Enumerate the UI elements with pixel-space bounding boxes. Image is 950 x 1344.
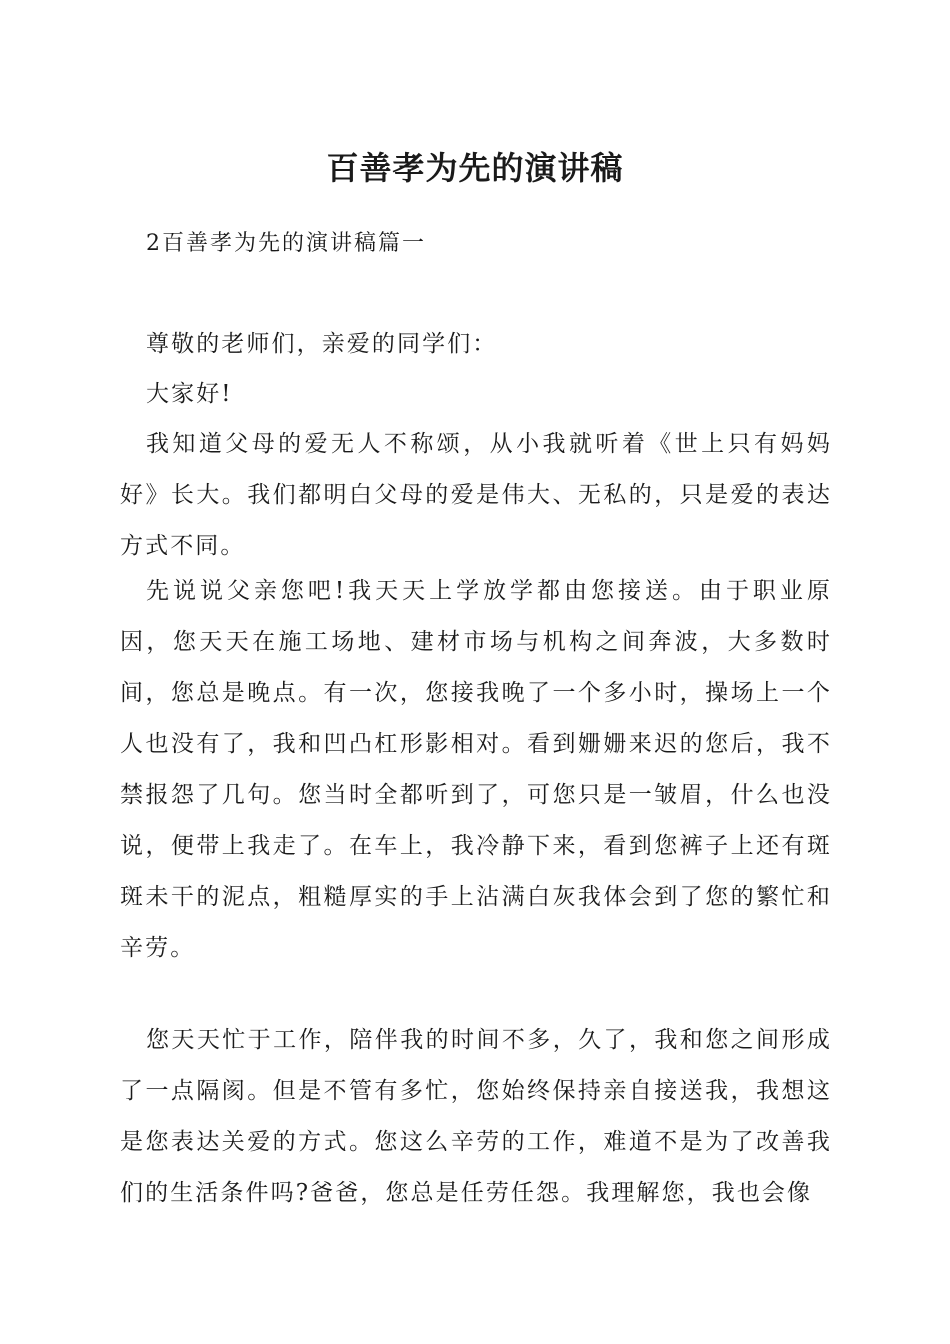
paragraph-greeting: 尊敬的老师们，亲爱的同学们： — [146, 331, 498, 357]
paragraph-father-work: 您天天忙于工作，陪伴我的时间不多，久了，我和您之间形成了一点隔阂。但是不管有多忙，您始终保持亲自接送我，我想这是您表达关爱的方式。您这么辛劳的工作，难道不是为了改善我们的生活条件吗?爸爸，您总是任劳任怨。我理解您，我也会像 — [120, 1027, 832, 1206]
document-subtitle: 2百善孝为先的演讲稿篇一 — [146, 231, 426, 256]
paragraph-hello: 大家好! — [146, 381, 233, 407]
paragraph-parents-love: 我知道父母的爱无人不称颂，从小我就听着《世上只有妈妈好》长大。我们都明白父母的爱是伟大、无私的，只是爱的表达方式不同。 — [120, 431, 832, 559]
paragraph-father: 先说说父亲您吧!我天天上学放学都由您接送。由于职业原因，您天天在施工场地、建材市场与机构之间奔波，大多数时间，您总是晚点。有一次，您接我晚了一个多小时，操场上一个人也没有了，我和凹凸杠形影相对。看到姗姗来迟的您后，我不禁报怨了几句。您当时全都听到了，可您只是一皱眉，什么也没说，便带上我走了。在车上，我冷静下来，看到您裤子上还有斑斑未干的泥点，粗糙厚实的手上沾满白灰我体会到了您的繁忙和辛劳。 — [120, 578, 832, 961]
document-title: 百善孝为先的演讲稿 — [326, 149, 624, 187]
